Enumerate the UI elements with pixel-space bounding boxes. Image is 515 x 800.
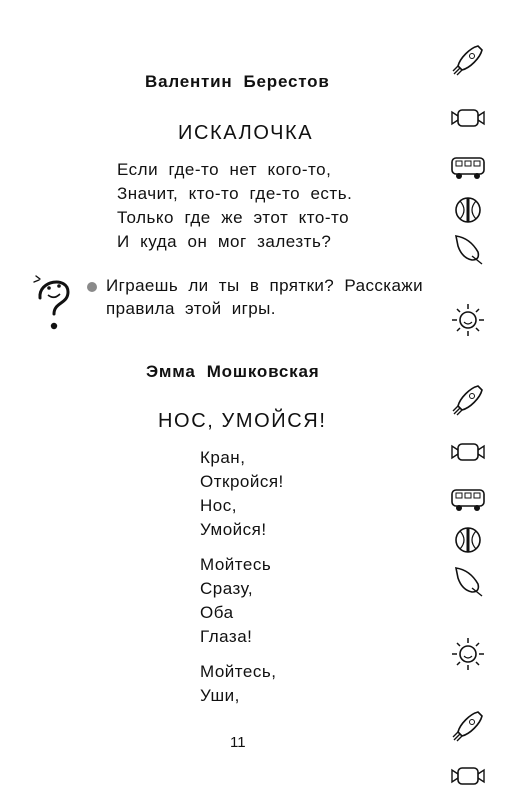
sweet-icon [448, 756, 488, 796]
question-line: Играешь ли ты в прятки? Расскажи [106, 276, 423, 295]
poem-line: Мойтесь, [200, 662, 277, 681]
poem-line: Мойтесь [200, 555, 272, 574]
poem-line: Глаза! [200, 627, 253, 646]
rocket-icon [448, 40, 488, 80]
poem-line: Кран, [200, 448, 246, 467]
rocket-icon [448, 380, 488, 420]
poem-line: Значит, кто-то где-то есть. [117, 184, 353, 203]
poem1-author: Валентин Берестов [145, 72, 330, 91]
poem2-text [200, 446, 284, 708]
sweet-icon [448, 432, 488, 472]
ball-icon [448, 520, 488, 560]
rocket-icon [448, 706, 488, 746]
sun-icon [448, 300, 488, 340]
sun-icon [448, 634, 488, 674]
thinking-question-mark-icon [30, 272, 76, 336]
question-line: правила этой игры. [106, 299, 276, 318]
poem2-author: Эмма Мошковская [146, 362, 320, 381]
poem-line: Умойся! [200, 520, 267, 539]
comet-icon [448, 560, 488, 600]
poem-line: Уши, [200, 686, 240, 705]
bus-icon [448, 478, 488, 518]
poem-line: Нос, [200, 496, 237, 515]
poem-line: Сразу, [200, 579, 254, 598]
comet-icon [448, 228, 488, 268]
page-number: 11 [230, 734, 246, 751]
poem-line: Откройся! [200, 472, 284, 491]
sweet-icon [448, 98, 488, 138]
question-text [106, 274, 423, 320]
ball-icon [448, 190, 488, 230]
poem2-title: НОС, УМОЙСЯ! [158, 410, 327, 432]
poem1-text [117, 158, 352, 254]
poem-line: Если где-то нет кого-то, [117, 160, 332, 179]
poem-line: Оба [200, 603, 234, 622]
poem-line: Только где же этот кто-то [117, 208, 350, 227]
poem-line: И куда он мог залезть? [117, 232, 332, 251]
bus-icon [448, 146, 488, 186]
poem1-title: ИСКАЛОЧКА [178, 122, 314, 144]
bullet-icon [87, 282, 97, 292]
